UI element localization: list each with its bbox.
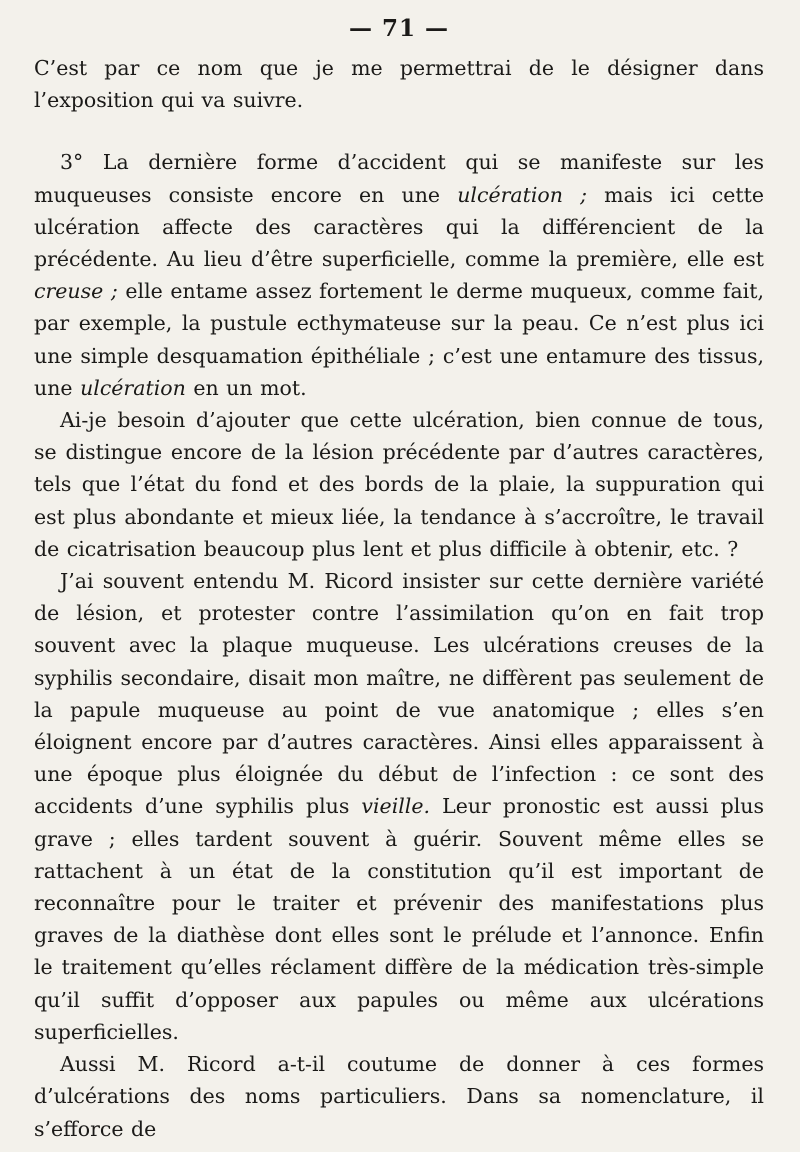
- paragraph-2-text: elle entame assez fortement le derme muqueux, comme fait, par exemple, la pustule ecthymateuse sur la peau. Ce n’est plus ici une simple desquamation épithéliale ; c’est une entamure des tissus, une: [34, 279, 764, 400]
- paragraph-4-text: J’ai souvent entendu M. Ricord insister sur cette dernière variété de lésion, et protester contre l’assimilation qu’on en fait trop souvent avec la plaque muqueuse. Les ulcérations creuses de la syphilis secondaire, disait mon maître, ne diffèrent pas seulement de la papule muqueuse au point de vue anatomique ; elles s’en éloignent encore par d’autres caractères. Ainsi elles apparaissent à une époque plus éloignée du début de l’infection : ce sont des accidents d’une syphilis plus: [34, 569, 764, 819]
- paragraph-1: C’est par ce nom que je me permettrai de le désigner dans l’exposition qui va suivre.: [34, 56, 764, 113]
- paragraph-4-text: Leur pronostic est aussi plus grave ; elles tardent souvent à guérir. Souvent même elles se rattachent à un état de la constitution qu’il est important de reconnaître pour le traiter et prévenir des manifestations plus graves de la diathèse dont elles sont le prélude et l’annonce. Enfin le traitement qu’elles réclament diffère de la médication très-simple qu’il suffit d’opposer aux papules ou même aux ulcérations superficielles.: [34, 794, 765, 1044]
- emphasis-creuse: creuse ;: [34, 279, 118, 304]
- emphasis-ulceration: ulcération: [80, 375, 186, 400]
- page-number: — 71 —: [348, 15, 450, 42]
- paragraph-2: [34, 146, 764, 404]
- paragraph-4: [34, 565, 764, 1048]
- emphasis-ulceration: ulcération ;: [457, 182, 587, 207]
- paragraph-2-text: 3° La dernière forme d’accident qui se manifeste sur les muqueuses consiste encore en une: [34, 150, 764, 207]
- paragraph-3: Ai-je besoin d’ajouter que cette ulcération, bien connue de tous, se distingue encore de la lésion précédente par d’autres caractères, tels que l’état du fond et des bords de la plaie, la suppuration qui est plus abondante et mieux liée, la tendance à s’accroître, le travail de cicatrisation beaucoup plus lent et plus difficile à obtenir, etc. ?: [34, 408, 764, 561]
- paragraph-2-text: en un mot.: [185, 375, 307, 400]
- emphasis-vieille: vieille.: [361, 794, 431, 819]
- paragraph-2-text: mais ici cette ulcération affecte des caractères qui la différencient de la précédente. Au lieu d’être superficielle, comme la première, elle est: [34, 182, 765, 272]
- paragraph-5: Aussi M. Ricord a-t-il coutume de donner à ces formes d’ulcérations des noms particuliers. Dans sa nomenclature, il s’efforce de: [34, 1052, 764, 1141]
